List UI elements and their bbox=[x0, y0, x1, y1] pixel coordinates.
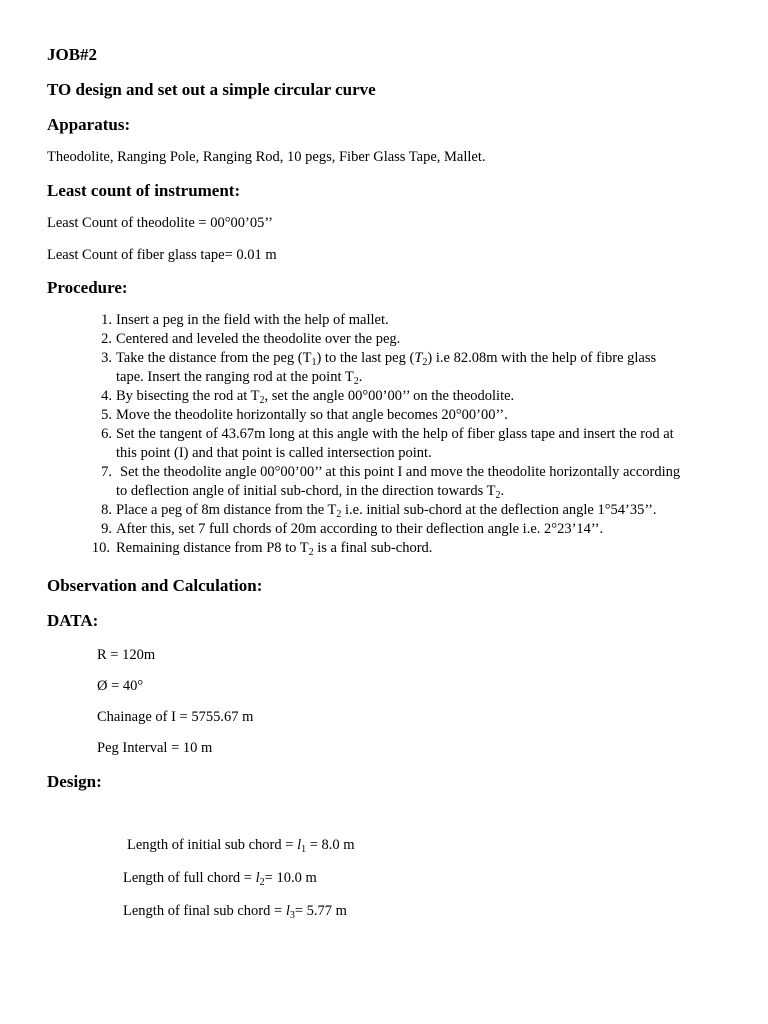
least-count-heading: Least count of instrument: bbox=[47, 181, 241, 200]
step-text-part: to deflection angle of initial sub-chord, in the direction towards T bbox=[116, 483, 496, 499]
apparatus-heading: Apparatus: bbox=[47, 115, 131, 134]
variable-symbol: l bbox=[255, 870, 260, 886]
variable-symbol: l bbox=[285, 903, 290, 919]
data-deflection-angle: Ø = 40° bbox=[97, 678, 144, 694]
procedure-list bbox=[91, 311, 726, 558]
procedure-step-10 bbox=[91, 539, 726, 558]
least-count-tape: Least Count of fiber glass tape= 0.01 m bbox=[47, 247, 277, 263]
subscript: 1 bbox=[301, 844, 307, 855]
step-text-part: Place a peg of 8m distance from the T bbox=[116, 502, 337, 518]
apparatus-text: Theodolite, Ranging Pole, Ranging Rod, 10 pegs, Fiber Glass Tape, Mallet. bbox=[47, 149, 486, 165]
data-heading: DATA: bbox=[47, 611, 99, 630]
procedure-step-3 bbox=[101, 349, 726, 387]
step-text-part: . bbox=[500, 483, 505, 499]
subscript: 2 bbox=[353, 376, 359, 387]
design-value: = 8.0 m bbox=[306, 837, 355, 853]
step-number: 6. bbox=[101, 426, 112, 442]
procedure-step-2 bbox=[101, 330, 726, 349]
subscript: 3 bbox=[289, 910, 295, 921]
design-value: = 5.77 m bbox=[294, 903, 347, 919]
procedure-step-6 bbox=[101, 425, 726, 463]
step-number: 8. bbox=[101, 502, 112, 518]
subscript: 2 bbox=[259, 877, 265, 888]
step-text-part: tape. Insert the ranging rod at the point T bbox=[116, 369, 354, 385]
data-radius: R = 120m bbox=[97, 647, 156, 663]
step-text: Move the theodolite horizontally so that angle becomes 20°00’00’’. bbox=[116, 407, 508, 423]
step-number: 2. bbox=[101, 331, 112, 347]
data-peg-interval: Peg Interval = 10 m bbox=[97, 740, 213, 756]
step-number: 1. bbox=[101, 312, 112, 328]
least-count-theodolite: Least Count of theodolite = 00°00’05’’ bbox=[47, 215, 273, 231]
procedure-step-5 bbox=[101, 406, 726, 425]
subscript: 2 bbox=[495, 490, 501, 501]
design-final-sub-chord bbox=[123, 902, 347, 920]
procedure-step-9 bbox=[101, 520, 726, 539]
design-label: Length of full chord = bbox=[123, 870, 256, 886]
step-number: 4. bbox=[101, 388, 112, 404]
variable-symbol: T bbox=[414, 350, 423, 366]
job-title: JOB#2 bbox=[47, 45, 98, 64]
step-text-part: By bisecting the rod at T bbox=[116, 388, 260, 404]
subscript: 2 bbox=[336, 509, 342, 520]
step-number: 5. bbox=[101, 407, 112, 423]
procedure-heading: Procedure: bbox=[47, 278, 128, 297]
step-text-part: i.e. initial sub-chord at the deflection angle 1°54’35’’. bbox=[341, 502, 657, 518]
objective-heading: TO design and set out a simple circular curve bbox=[47, 80, 376, 99]
step-text: Insert a peg in the field with the help of mallet. bbox=[116, 312, 389, 328]
step-text-part: Take the distance from the peg (T bbox=[116, 350, 312, 366]
subscript: 2 bbox=[259, 395, 265, 406]
variable-symbol: l bbox=[297, 837, 302, 853]
design-value: = 10.0 m bbox=[264, 870, 317, 886]
step-text: After this, set 7 full chords of 20m according to their deflection angle i.e. 2°23’14’’. bbox=[116, 521, 604, 537]
design-label: Length of final sub chord = bbox=[123, 903, 286, 919]
step-text-part: this point (I) and that point is called intersection point. bbox=[116, 445, 432, 461]
design-full-chord bbox=[123, 869, 317, 887]
step-text-part: ) i.e 82.08m with the help of fibre glass bbox=[427, 350, 657, 366]
procedure-step-7 bbox=[101, 463, 726, 501]
subscript: 2 bbox=[422, 357, 428, 368]
step-text-part: , set the angle 00°00’00’’ on the theodolite. bbox=[264, 388, 515, 404]
design-label: Length of initial sub chord = bbox=[127, 837, 298, 853]
subscript: 2 bbox=[308, 547, 314, 558]
step-number: 3. bbox=[101, 350, 112, 366]
step-number: 10. bbox=[91, 540, 110, 556]
step-text-part: Remaining distance from P8 to T bbox=[116, 540, 309, 556]
procedure-step-4 bbox=[101, 387, 726, 406]
design-initial-sub-chord bbox=[127, 836, 355, 854]
observation-heading: Observation and Calculation: bbox=[47, 576, 263, 595]
data-chainage: Chainage of I = 5755.67 m bbox=[97, 709, 254, 725]
step-text: Centered and leveled the theodolite over the peg. bbox=[116, 331, 401, 347]
design-heading: Design: bbox=[47, 772, 102, 791]
step-text-part: is a final sub-chord. bbox=[313, 540, 433, 556]
step-text-part: Set the theodolite angle 00°00’00’’ at this point I and move the theodolite horizontally according bbox=[120, 464, 681, 480]
step-number: 9. bbox=[101, 521, 112, 537]
step-text-part: ) to the last peg ( bbox=[316, 350, 415, 366]
procedure-step-8 bbox=[101, 501, 726, 520]
step-number: 7. bbox=[101, 464, 112, 480]
procedure-step-1 bbox=[101, 311, 726, 330]
subscript: 1 bbox=[311, 357, 317, 368]
step-text-part: . bbox=[358, 369, 363, 385]
step-text-part: Set the tangent of 43.67m long at this angle with the help of fiber glass tape and insert the rod at bbox=[116, 426, 674, 442]
